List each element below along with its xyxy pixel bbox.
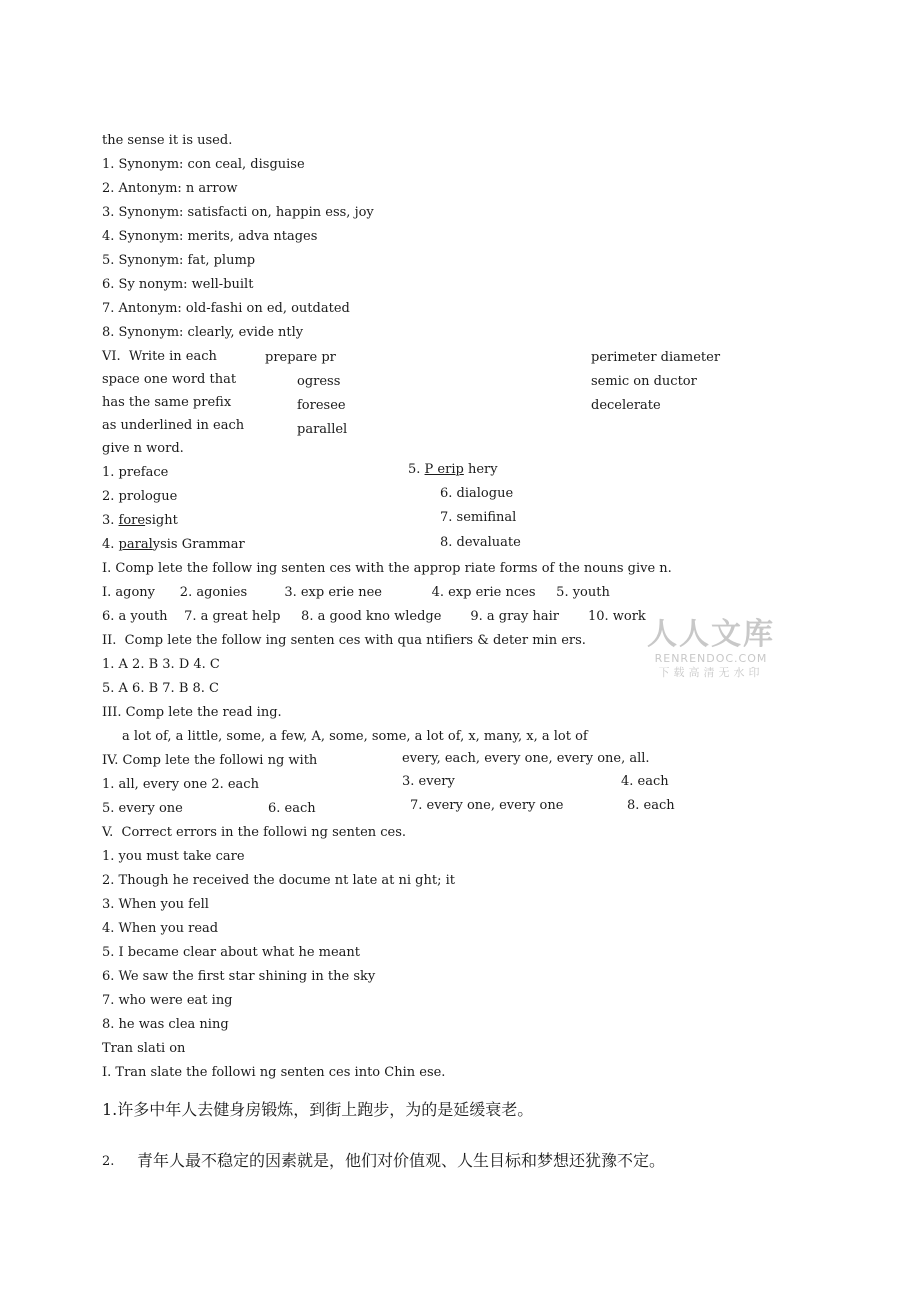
word-list-item: perimeter diameter <box>591 350 721 365</box>
correction-answer: 2. Though he received the docume nt late at ni ght; it <box>102 873 455 888</box>
instruction-line: as underlined in each <box>102 418 245 433</box>
antonym-answer: 2. Antonym: n arrow <box>102 181 238 196</box>
section-heading-translation: Tran slati on <box>102 1041 186 1056</box>
instruction-line: I. Tran slate the followi ng senten ces into Chin ese. <box>102 1065 446 1080</box>
answer-item: 8. each <box>627 798 675 813</box>
prefix-answer <box>102 513 178 529</box>
underlined-prefix: fore <box>118 513 146 528</box>
synonym-answer: 1. Synonym: con ceal, disguise <box>102 157 305 172</box>
correction-answer: 8. he was clea ning <box>102 1017 229 1032</box>
synonym-answer: 5. Synonym: fat, plump <box>102 253 256 268</box>
synonym-answer: 4. Synonym: merits, adva ntages <box>102 229 318 244</box>
synonym-answer: 3. Synonym: satisfacti on, happin ess, joy <box>102 205 374 220</box>
word-list-item: every, each, every one, every one, all. <box>402 751 650 766</box>
word-list-item: prepare pr <box>265 350 336 365</box>
text-line: the sense it is used. <box>102 133 233 148</box>
answer-row: 1. all, every one 2. each <box>102 777 259 792</box>
section-heading-ii: II. Comp lete the follow ing senten ces with qua ntifiers & deter min ers. <box>102 633 586 648</box>
prefix-answer: 7. semifinal <box>440 510 517 525</box>
prefix-answer: 2. prologue <box>102 489 178 504</box>
correction-answer: 4. When you read <box>102 921 219 936</box>
instruction-line: give n word. <box>102 441 184 456</box>
answer-item: 5. every one <box>102 801 183 816</box>
watermark-logo <box>646 618 776 680</box>
word-rest: ysis Grammar <box>152 537 245 552</box>
answer-row: a lot of, a little, some, a few, A, some, some, a lot of, x, many, x, a lot of <box>122 729 588 744</box>
answer-item: 3. every <box>402 774 455 789</box>
answer-row: 5. A 6. B 7. B 8. C <box>102 681 219 696</box>
word-list-item: semic on ductor <box>591 374 697 389</box>
section-heading-iv: IV. Comp lete the followi ng with <box>102 753 318 768</box>
correction-answer: 6. We saw the first star shining in the sky <box>102 969 376 984</box>
watermark-title: 人人文库 <box>647 617 775 652</box>
correction-answer: 5. I became clear about what he meant <box>102 945 361 960</box>
prefix-answer: 1. preface <box>102 465 169 480</box>
section-heading-i: I. Comp lete the follow ing senten ces with the approp riate forms of the nouns give n. <box>102 561 672 576</box>
underlined-prefix: P erip <box>424 462 464 477</box>
item-number: 3. <box>102 513 119 528</box>
synonym-answer: 8. Synonym: clearly, evide ntly <box>102 325 304 340</box>
word-list-item: parallel <box>297 422 348 437</box>
correction-answer: 7. who were eat ing <box>102 993 233 1008</box>
section-heading-vi: VI. Write in each <box>102 349 217 364</box>
section-heading-v: V. Correct errors in the followi ng senten ces. <box>102 825 407 840</box>
answer-row: 1. A 2. B 3. D 4. C <box>102 657 220 672</box>
word-list-item: foresee <box>297 398 346 413</box>
instruction-line: space one word that <box>102 372 237 387</box>
item-number: 2. <box>102 1154 115 1169</box>
answer-item: 7. every one, every one <box>410 798 564 813</box>
instruction-line: has the same prefix <box>102 395 232 410</box>
word-list-item: ogress <box>297 374 341 389</box>
prefix-answer: 8. devaluate <box>440 535 521 550</box>
prefix-answer <box>102 537 245 553</box>
prefix-answer <box>408 462 498 478</box>
word-rest: hery <box>463 462 498 477</box>
section-heading-iii: III. Comp lete the read ing. <box>102 705 282 720</box>
synonym-answer: 6. Sy nonym: well-built <box>102 277 254 292</box>
underlined-prefix: paral <box>118 537 153 552</box>
correction-answer: 3. When you fell <box>102 897 209 912</box>
item-number: 4. <box>102 537 119 552</box>
chinese-sentence: 1.许多中年人去健身房锻炼，到街上跑步，为的是延缓衰老。 <box>102 1100 534 1119</box>
chinese-sentence: 青年人最不稳定的因素就是，他们对价值观、人生目标和梦想还犹豫不定。 <box>137 1151 666 1170</box>
prefix-answer: 6. dialogue <box>440 486 514 501</box>
watermark-tagline: 下载高清无水印 <box>658 666 764 679</box>
answer-row: I. agony 2. agonies 3. exp erie nee 4. exp erie nces 5. youth <box>102 585 610 600</box>
word-list-item: decelerate <box>591 398 661 413</box>
answer-item: 4. each <box>621 774 669 789</box>
watermark-url: RENRENDOC.COM <box>654 652 768 665</box>
answer-row: 6. a youth 7. a great help 8. a good kno wledge 9. a gray hair 10. work <box>102 609 646 624</box>
answer-item: 6. each <box>268 801 316 816</box>
word-rest: sight <box>145 513 178 528</box>
antonym-answer: 7. Antonym: old-fashi on ed, outdated <box>102 301 350 316</box>
item-number: 5. <box>408 462 425 477</box>
correction-answer: 1. you must take care <box>102 849 245 864</box>
